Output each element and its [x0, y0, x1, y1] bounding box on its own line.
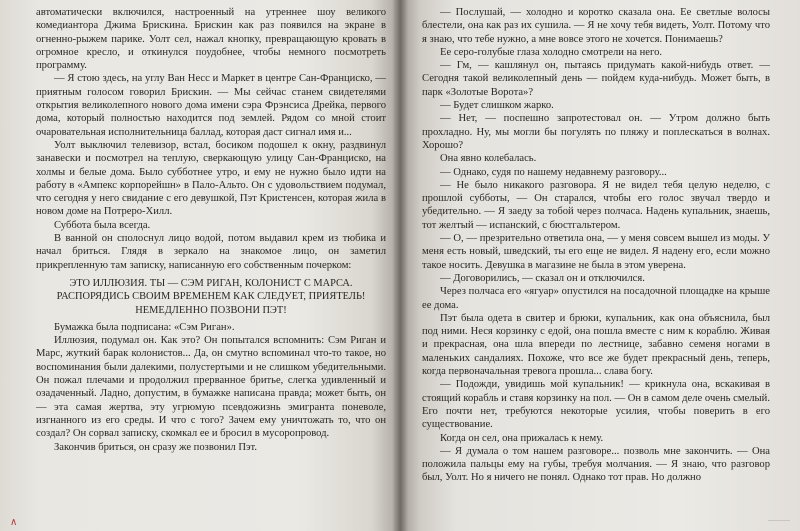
left-paragraphs-before: [36, 6, 386, 272]
note-line: НЕМЕДЛЕННО ПОЗВОНИ ПЭТ!: [135, 304, 287, 316]
paragraph: — Я думала о том нашем разговоре... позволь мне закончить. — Она положила пальцы ему на губы, требуя молчания. — Я знаю, что разговор был, Уолт. Но я ничего не понял. Однако тот прав. Но должно: [422, 445, 770, 484]
paragraph: Суббота была всегда.: [54, 219, 151, 231]
paragraph: — Не было никакого разговора. Я не видел тебя целую неделю, с прошлой субботы, — Он старался, чтобы его голос звучал твердо и убедительно. — Я заеду за тобой через полчаса. Надень купальник, знаешь, тот желтый — испанский, с бюстгальтером.: [422, 179, 770, 231]
paragraph: — Будет слишком жарко.: [440, 100, 554, 112]
corner-mark-icon: ∧: [10, 517, 18, 528]
paragraph: Она явно колебалась.: [440, 153, 537, 165]
paragraph: автоматически включился, настроенный на утреннее шоу великого комедиантора Джима Брискина. Брискин как раз появился на экране в огненно-рыжем парике. Уолт сел, нажал кнопку, превращающую кровать в огромное кресло, и откинулся поудобнее, чтобы немного посмотреть программу.: [36, 7, 386, 72]
paragraph: Пэт была одета в свитер и брюки, купальник, как она объяснила, был под ними. Неся корзинку с едой, она пошла вместе с ним к кораблю. Живая и прекрасная, она шла впереди по лестнице, забавно семеня ногами в маленьких сандалиях. Похоже, что все же будет прекрасный день, теперь, когда первоначальная тревога прошла... слава богу.: [422, 312, 770, 378]
paragraph: — Гм, — кашлянул он, пытаясь придумать какой-нибудь ответ. — Сегодня такой великолепный день — пойдем куда-нибудь. Может быть, в парк «Золотые Ворота»?: [422, 60, 770, 98]
paragraph: Уолт выключил телевизор, встал, босиком подошел к окну, раздвинул занавески и посмотрел на теплую, сверкающую улицу Сан-Франциско, на холмы и белые дома. Было субботнее утро, и ему не нужно было идти на работу в «Ампекс корпорейшн» в Пало-Альто. Он с удовольствием подумал, что сегодня у него свидание с его девушкой, Пэт Кристенсен, которая жила в новом доме на Потреро-Хилл.: [36, 139, 386, 218]
paragraph: — Я стою здесь, на углу Ван Несс и Маркет в центре Сан-Франциско, — приятным голосом говорил Брискин. — Мы сейчас станем свидетелями открытия великолепного нового дома имени сэра Фрэнсиса Дрейка, первого дома, который полностью находится под землей. Рядом со мной стоит очаровательная исполнительница баллад, которая даст сигнал имя и...: [36, 73, 386, 138]
paragraph: В ванной он сполоснул лицо водой, потом выдавил крем из тюбика и начал бриться. Глядя в зеркало на знакомое лицо, он заметил прикрепленную там записку, написанную его собственным почерком:: [36, 233, 386, 271]
paragraph: Через полчаса его «ягуар» опустился на посадочной площадке на крыше ее дома.: [422, 286, 770, 311]
paragraph: Иллюзия, подумал он. Как это? Он попытался вспомнить: Сэм Риган и Марс, жуткий барак колонистов... Да, он смутно вспоминал что-то такое, но воспоминания были далекими, полустертыми и не слишком убедительными. Он пожал плечами и продолжил прерванное бритье, слегка удивленный и озадаченный. Ладно, допустим, в бумажке написана правда; может быть, он — эта самая жертва, эту угрюмую псевдожизнь эмигранта поневоле, изгнанного из его среды. И что с того? Зачем ему уничтожать то, что он создал? Он сорвал записку, скомкал ее и бросил в мусоропровод.: [36, 335, 386, 440]
right-page: [400, 0, 800, 531]
paragraph: Бумажка была подписана: «Сэм Риган».: [54, 321, 235, 333]
paragraph: Когда он сел, она прижалась к нему.: [440, 432, 604, 444]
book-gutter-shadow: [392, 0, 408, 531]
paragraph: — Послушай, — холодно и коротко сказала она. Ее светлые волосы блестели, она как раз их сушила. — Я не хочу тебя видеть, Уолт. Потому что я знаю, что тебе нужно, а мне вовсе этого не хочется. Понимаешь?: [422, 7, 770, 45]
left-paragraphs-after: [36, 321, 386, 454]
paragraph: — Договорились, — сказал он и отключился.: [440, 272, 645, 284]
note-line: ЭТО ИЛЛЮЗИЯ. ТЫ — СЭМ РИГАН, КОЛОНИСТ С МАРСА.: [69, 277, 353, 289]
paragraph: — О, — презрительно ответила она, — у меня совсем вышел из моды. У меня есть новый, шведский, ты его еще не видел. Я надену его, если можно такое носить. Девушка в магазине не была в этом уверена.: [422, 233, 770, 271]
note-line: РАСПОРЯДИСЬ СВОИМ ВРЕМЕНЕМ КАК СЛЕДУЕТ, ПРИЯТЕЛЬ!: [56, 291, 366, 303]
paragraph: Закончив бриться, он сразу же позвонил Пэт.: [54, 441, 258, 453]
handwritten-note: [36, 277, 386, 317]
page-edge-line: [768, 520, 790, 527]
paragraph: — Подожди, увидишь мой купальник! — крикнула она, вскакивая в стоящий корабль и ставя корзинку на пол. — Он в самом деле очень смелый. Его почти нет, требуются некоторые усилия, чтобы поверить в его существование.: [422, 379, 770, 431]
paragraph: Ее серо-голубые глаза холодно смотрели на него.: [440, 46, 663, 58]
paragraph: — Нет, — поспешно запротестовал он. — Утром должно быть прохладно. Ну, мы могли бы погулять по пляжу и поплескаться в волнах. Хорошо?: [422, 113, 770, 151]
paragraph: — Однако, судя по нашему недавнему разговору...: [440, 166, 667, 178]
